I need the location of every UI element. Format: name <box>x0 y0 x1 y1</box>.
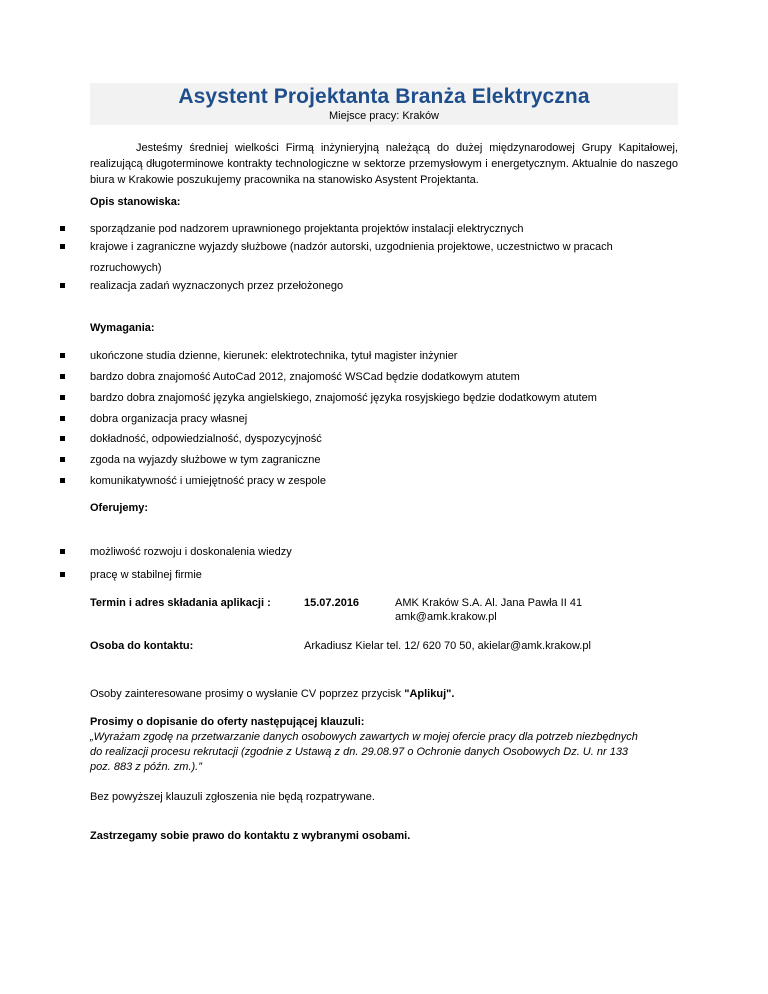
deadline-date: 15.07.2016 <box>304 597 360 609</box>
bullet-icon <box>60 244 65 249</box>
contact-reservation: Zastrzegamy sobie prawo do kontaktu z wybranymi osobami. <box>90 830 411 842</box>
list-item: pracę w stabilnej firmie <box>60 565 660 585</box>
contact-details: Arkadiusz Kielar tel. 12/ 620 70 50, akielar@amk.krakow.pl <box>304 640 591 652</box>
bullet-icon <box>60 572 65 577</box>
list-item-continuation: rozruchowych) <box>90 262 162 274</box>
bullet-icon <box>60 549 65 554</box>
bullet-icon <box>60 457 65 462</box>
bullet-icon <box>60 416 65 421</box>
section-heading-opis: Opis stanowiska: <box>90 196 181 208</box>
cv-instruction-text: Osoby zainteresowane prosimy o wysłanie CV poprzez przycisk <box>90 688 405 700</box>
company-address: AMK Kraków S.A. Al. Jana Pawła II 41 <box>395 597 583 609</box>
clause-line: „Wyrażam zgodę na przetwarzanie danych osobowych zawartych w mojej ofercie pracy dla potrzeb niezbędnych <box>90 731 638 743</box>
list-item: krajowe i zagraniczne wyjazdy służbowe (nadzór autorski, uzgodnienia projektowe, uczestnictwo w pracach <box>60 237 660 257</box>
deadline-label: Termin i adres składania aplikacji : <box>90 597 271 609</box>
section-heading-wymagania: Wymagania: <box>90 322 155 334</box>
clause-line: poz. 883 z późn. zm.).” <box>90 761 202 773</box>
bullet-icon <box>60 478 65 483</box>
list-item: możliwość rozwoju i doskonalenia wiedzy <box>60 542 660 562</box>
list-item: bardzo dobra znajomość AutoCad 2012, znajomość WSCad będzie dodatkowym atutem <box>60 367 660 387</box>
bullet-icon <box>60 374 65 379</box>
bullet-icon <box>60 436 65 441</box>
list-item: bardzo dobra znajomość języka angielskiego, znajomość języka rosyjskiego będzie dodatkowym atutem <box>60 388 660 408</box>
apply-button-reference: "Aplikuj". <box>404 688 455 700</box>
list-item: zgoda na wyjazdy służbowe w tym zagraniczne <box>60 450 660 470</box>
page-title: Asystent Projektanta Branża Elektryczna <box>178 85 590 108</box>
intro-text: Jesteśmy średniej wielkości Firmą inżynieryjną należącą do dużej międzynarodowej Grupy Kapitałowej, realizującą długoterminowe kontrakty technologiczne w sektorze przemysłowym i energetycznym. Aktualnie do naszego biura w Krakowie poszukujemy pracownika na stanowisko Asystent Projektanta. <box>90 142 678 186</box>
list-item: realizacja zadań wyznaczonych przez przełożonego <box>60 276 660 296</box>
clause-line: do realizacji procesu rekrutacji (zgodnie z Ustawą z dn. 29.08.97 o Ochronie danych Osobowych Dz. U. nr 133 <box>90 746 629 758</box>
list-item: sporządzanie pod nadzorem uprawnionego projektanta projektów instalacji elektrycznych <box>60 219 660 239</box>
list-item: dokładność, odpowiedzialność, dyspozycyjność <box>60 429 660 449</box>
bullet-icon <box>60 395 65 400</box>
bullet-icon <box>60 353 65 358</box>
clause-notice: Bez powyższej klauzuli zgłoszenia nie będą rozpatrywane. <box>90 791 375 803</box>
work-location: Miejsce pracy: Kraków <box>328 110 440 122</box>
section-heading-oferujemy: Oferujemy: <box>90 502 149 514</box>
clause-heading: Prosimy o dopisanie do oferty następującej klauzuli: <box>90 716 365 728</box>
company-email-link[interactable]: amk@amk.krakow.pl <box>395 611 497 623</box>
contact-label: Osoba do kontaktu: <box>90 640 194 652</box>
bullet-icon <box>60 226 65 231</box>
intro-paragraph <box>90 140 678 188</box>
list-item: ukończone studia dzienne, kierunek: elektrotechnika, tytuł magister inżynier <box>60 346 660 366</box>
list-item: dobra organizacja pracy własnej <box>60 409 660 429</box>
bullet-icon <box>60 283 65 288</box>
cv-instruction <box>90 686 680 702</box>
list-item: komunikatywność i umiejętność pracy w zespole <box>60 471 660 491</box>
title-banner <box>90 83 678 125</box>
